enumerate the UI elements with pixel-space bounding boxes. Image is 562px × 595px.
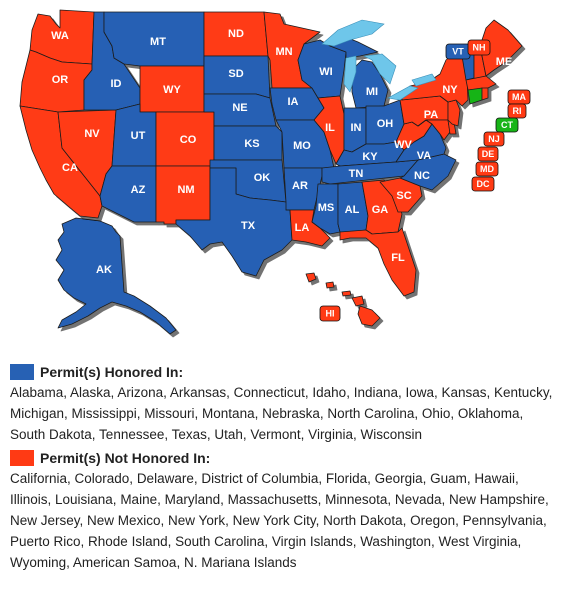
label-ak: AK (96, 264, 112, 276)
tag-ct[interactable] (496, 118, 518, 132)
tag-ma[interactable] (508, 90, 530, 104)
state-hi-island-1[interactable] (306, 273, 316, 282)
state-hi-island-4[interactable] (352, 296, 364, 306)
tag-nh[interactable] (468, 40, 490, 55)
state-ct[interactable] (468, 88, 482, 104)
label-oh: OH (376, 118, 394, 130)
label-mt: MT (150, 36, 166, 48)
legend-honored-list: Alabama, Alaska, Arizona, Arkansas, Connecticut, Idaho, Indiana, Iowa, Kansas, Kentucky, Michigan, Mississippi, Missouri, Montana, Nebraska, North Carolina, Ohio, Oklahoma, South Dakota, Tennessee, Texas, Utah, Vermont, Virginia, Wisconsin (10, 385, 553, 442)
label-ar: AR (292, 180, 308, 192)
tag-de[interactable] (478, 147, 498, 161)
legend-not-honored-list: California, Colorado, Delaware, District of Columbia, Florida, Georgia, Guam, Hawaii, Illinois, Louisiana, Maine, Maryland, Massachusetts, Minnesota, Nevada, New Hampshire, New Jersey, New Mexico, New York, New York City, North Dakota, Oregon, Pennsylvania, Puerto Rico, Rhode Island, South Carolina, Virgin Islands, Washington, West Virginia, Wyoming, American Samoa, N. Mariana Islands (10, 471, 549, 570)
label-ia: IA (287, 96, 299, 108)
state-hi-island-5[interactable] (358, 306, 380, 326)
tag-md[interactable] (476, 162, 498, 176)
label-ky: KY (362, 151, 378, 163)
label-mn: MN (275, 46, 293, 58)
svg-text:RI: RI (512, 106, 522, 116)
label-va: VA (416, 150, 432, 162)
state-ri[interactable] (482, 88, 488, 100)
label-nv: NV (84, 128, 100, 140)
svg-text:CT: CT (501, 120, 513, 130)
state-ak[interactable] (56, 218, 176, 334)
label-mi: MI (365, 86, 379, 98)
label-sd: SD (228, 68, 244, 80)
svg-text:NJ: NJ (488, 134, 500, 144)
label-nd: ND (228, 28, 244, 40)
tag-hi[interactable] (320, 306, 340, 321)
svg-text:MD: MD (480, 164, 494, 174)
label-pa: PA (423, 109, 439, 121)
label-nc: NC (414, 170, 430, 182)
tag-nj[interactable] (484, 132, 504, 146)
svg-text:DC: DC (476, 179, 490, 189)
state-az[interactable] (100, 166, 156, 222)
legend-not-honored (10, 448, 555, 573)
honored-swatch (10, 364, 34, 380)
label-ut: UT (130, 130, 146, 142)
label-co: CO (179, 134, 197, 146)
label-al: AL (344, 204, 360, 216)
label-ca: CA (62, 162, 78, 174)
state-hi-island-3[interactable] (342, 291, 351, 296)
label-ok: OK (253, 172, 271, 184)
label-wy: WY (163, 84, 181, 96)
label-wv: WV (394, 139, 412, 151)
legend-honored-title: Permit(s) Honored In: (40, 364, 184, 380)
label-wa: WA (51, 30, 69, 42)
svg-text:NH: NH (472, 42, 486, 53)
legend-honored-header (10, 362, 555, 382)
tag-dc[interactable] (472, 177, 494, 191)
label-tx: TX (240, 220, 256, 232)
label-in: IN (350, 122, 362, 134)
label-ne: NE (232, 102, 248, 114)
label-il: IL (325, 122, 335, 134)
label-az: AZ (130, 184, 146, 196)
label-mo: MO (293, 140, 311, 152)
not-honored-swatch (10, 450, 34, 466)
label-ga: GA (371, 204, 389, 216)
label-tn: TN (348, 168, 364, 180)
label-ms: MS (317, 202, 335, 214)
tag-vt[interactable] (446, 44, 470, 59)
svg-text:DE: DE (481, 149, 495, 159)
label-id: ID (110, 78, 122, 90)
label-fl: FL (391, 252, 405, 264)
label-me: ME (495, 56, 513, 68)
svg-text:HI: HI (325, 308, 335, 319)
svg-text:MA: MA (512, 92, 526, 102)
legend-not-honored-header (10, 448, 555, 468)
label-wi: WI (319, 66, 333, 78)
tag-ri[interactable] (508, 104, 526, 118)
legend-honored (10, 362, 555, 445)
label-ks: KS (244, 138, 260, 150)
label-or: OR (51, 74, 69, 86)
label-sc: SC (396, 190, 412, 202)
svg-text:VT: VT (452, 46, 464, 57)
label-la: LA (294, 222, 310, 234)
state-hi-island-2[interactable] (326, 282, 334, 288)
label-nm: NM (177, 184, 195, 196)
legend-not-honored-title: Permit(s) Not Honored In: (40, 450, 211, 466)
state-nj[interactable] (448, 100, 460, 126)
label-ny: NY (442, 84, 458, 96)
